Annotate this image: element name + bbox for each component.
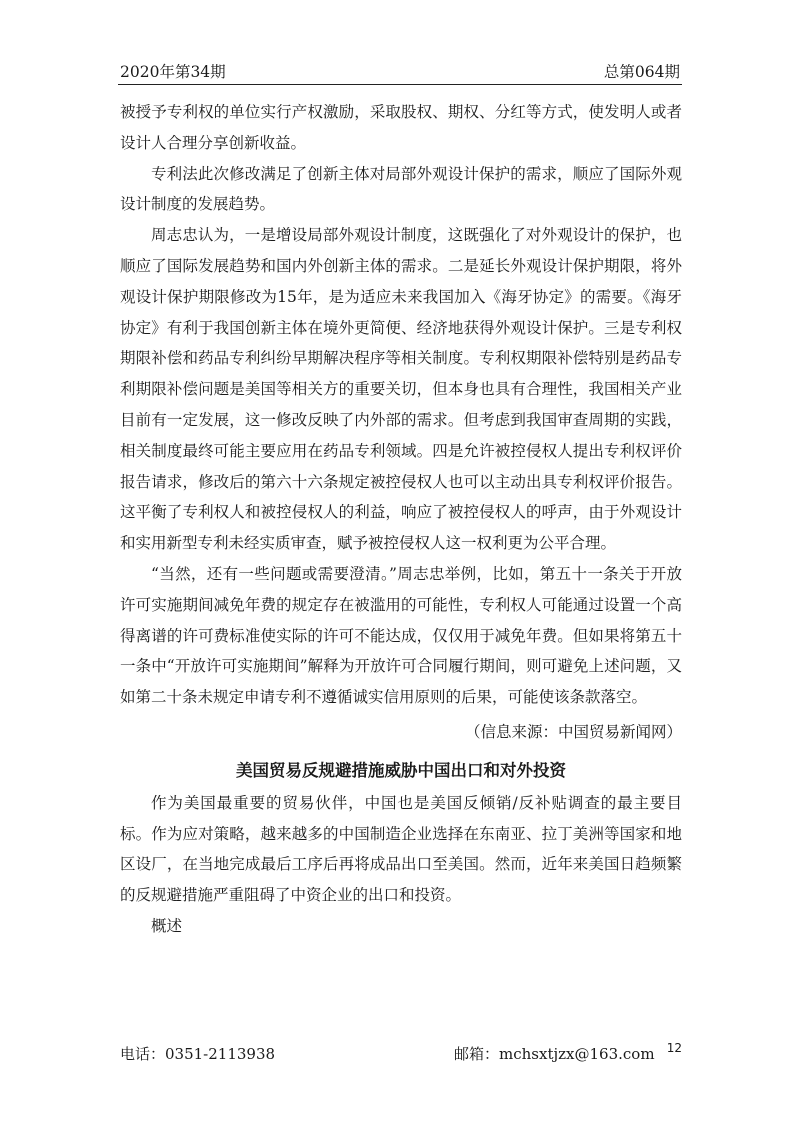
section-paragraph: 作为美国最重要的贸易伙伴，中国也是美国反倾销/反补贴调查的最主要目标。作为应对策略，越来越多的中国制造企业选择在东南亚、拉丁美洲等国家和地区设厂，在当地完成最后工序后再将成品出口至美国。然而，近年来美国日趋频繁的反规避措施严重阻碍了中资企业的出口和投资。: [120, 793, 682, 905]
article-paragraph: “当然，还有一些问题或需要澄清。”周志忠举例，比如，第五十一条关于开放许可实施期间减免年费的规定存在被滥用的可能性，专利权人可能通过设置一个高得离谱的许可费标准使实际的许可不能达成，仅仅用于减免年费。但如果将第五十一条中“开放许可实施期间”解释为开放许可合同履行期间，则可避免上述问题，又如第二十条未规定申请专利不遵循诚实信用原则的后果，可能使该条款落空。: [120, 564, 682, 707]
section-title: 美国贸易反规避措施威胁中国出口和对外投资: [236, 760, 566, 780]
article-paragraph-continued: 被授予专利权的单位实行产权激励，采取股权、期权、分红等方式，使发明人或者设计人合理分享创新收益。: [120, 103, 682, 152]
article-source: （信息来源：中国贸易新闻网）: [464, 722, 682, 741]
article-paragraph: 专利法此次修改满足了创新主体对局部外观设计保护的需求，顺应了国际外观设计制度的发展趋势。: [120, 164, 682, 214]
page-content: [120, 97, 682, 942]
issue-number: 2020年第34期: [120, 63, 226, 81]
page-footer: [120, 1043, 682, 1067]
page-header: [118, 58, 682, 85]
section-subheading: 概述: [151, 916, 183, 935]
contact-email: 邮箱：mchsxtjzx@163.com: [454, 1045, 655, 1063]
contact-phone: 电话：0351-2113938: [120, 1045, 276, 1063]
article-paragraph: 周志忠认为，一是增设局部外观设计制度，这既强化了对外观设计的保护，也顺应了国际发展趋势和国内外创新主体的需求。二是延长外观设计保护期限，将外观设计保护期限修改为15年，是为适应未来我国加入《海牙协定》的需要。《海牙协定》有利于我国创新主体在境外更简便、经济地获得外观设计保护。三是专利权期限补偿和药品专利纠纷早期解决程序等相关制度。专利权期限补偿特别是药品专利期限补偿问题是美国等相关方的重要关切，但本身也具有合理性，我国相关产业目前有一定发展，这一修改反映了内外部的需求。但考虑到我国审查周期的实践，相关制度最终可能主要应用在药品专利领域。四是允许被控侵权人提出专利权评价报告请求，修改后的第六十六条规定被控侵权人也可以主动出具专利权评价报告。这平衡了专利权人和被控侵权人的利益，响应了被控侵权人的呼声，由于外观设计和实用新型专利未经实质审查，赋予被控侵权人这一权利更为公平合理。: [120, 226, 682, 553]
page-number: 12: [666, 1041, 682, 1055]
total-issue-number: 总第064期: [603, 63, 680, 81]
